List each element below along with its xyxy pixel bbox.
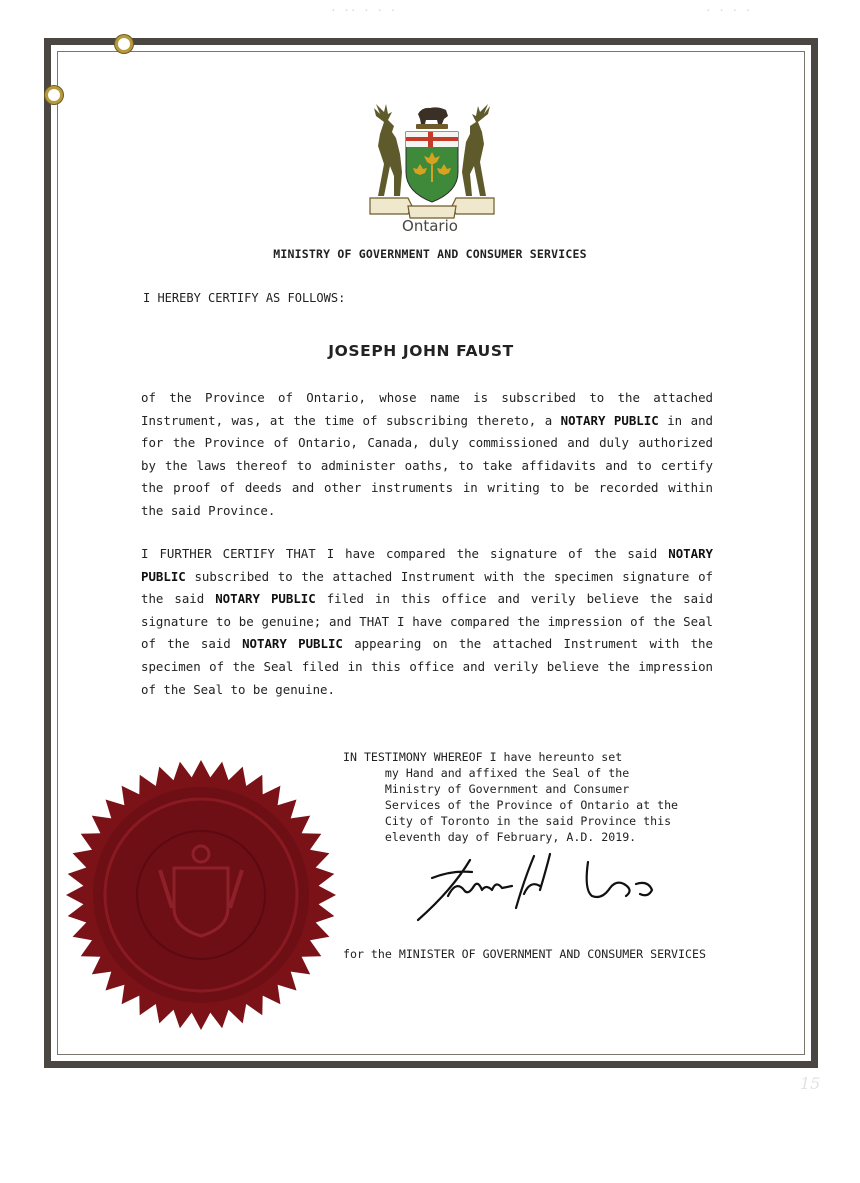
signatory-line: for the MINISTER OF GOVERNMENT AND CONSUMER SERVICES bbox=[343, 947, 706, 961]
notary-public-term: NOTARY PUBLIC bbox=[141, 546, 713, 584]
certification-paragraph-1 bbox=[141, 387, 713, 523]
faint-stamp-mark: · · · · bbox=[705, 4, 752, 17]
notary-public-term: NOTARY PUBLIC bbox=[215, 591, 316, 607]
notary-public-term: NOTARY PUBLIC bbox=[242, 636, 343, 652]
paragraph-text: I FURTHER CERTIFY THAT I have compared the signature of the said bbox=[141, 546, 669, 561]
certification-paragraph-2 bbox=[141, 543, 713, 701]
certified-person-name: JOSEPH JOHN FAUST bbox=[328, 342, 514, 360]
paragraph-text: appearing on the attached Instrument with the specimen of the Seal filed in this office and verily believe the impression of the Seal to be genuine. bbox=[141, 636, 713, 697]
crest-wordmark: Ontario bbox=[402, 217, 458, 235]
embossed-seal-icon bbox=[64, 758, 338, 1032]
paragraph-text: filed in this office and verily believe the said signature to be genuine; and THAT I have compared the impression of the Seal of the said bbox=[141, 591, 714, 652]
paragraph-text: in and for the Province of Ontario, Canada, duly commissioned and duly authorized by the laws thereof to administer oaths, to take affidavits and to certify the proof of deeds and other instruments in writing to be recorded within the said Province. bbox=[141, 412, 714, 518]
paragraph-text: subscribed to the attached Instrument with the specimen signature of the said bbox=[141, 568, 713, 607]
grommet-icon bbox=[115, 35, 133, 53]
notary-public-term: NOTARY PUBLIC bbox=[560, 412, 659, 428]
handwritten-signature bbox=[412, 850, 672, 930]
corner-pencil-mark: 15 bbox=[800, 1074, 821, 1093]
ministry-heading: MINISTRY OF GOVERNMENT AND CONSUMER SERVICES bbox=[273, 247, 587, 261]
paragraph-text: of the Province of Ontario, whose name is subscribed to the attached Instrument, was, at the time of subscribing thereto, a bbox=[141, 390, 713, 428]
certify-line: I HEREBY CERTIFY AS FOLLOWS: bbox=[143, 291, 346, 305]
grommet-icon bbox=[45, 86, 63, 104]
faint-stamp-mark: · ·· · · · bbox=[330, 4, 397, 17]
testimony-clause: IN TESTIMONY WHEREOF I have hereunto set my Hand and affixed the Seal of the Ministry of Government and Consumer Services of the Province of Ontario at the City of Toronto in the said Province this eleventh day of February, A.D. 2019. bbox=[343, 750, 679, 844]
